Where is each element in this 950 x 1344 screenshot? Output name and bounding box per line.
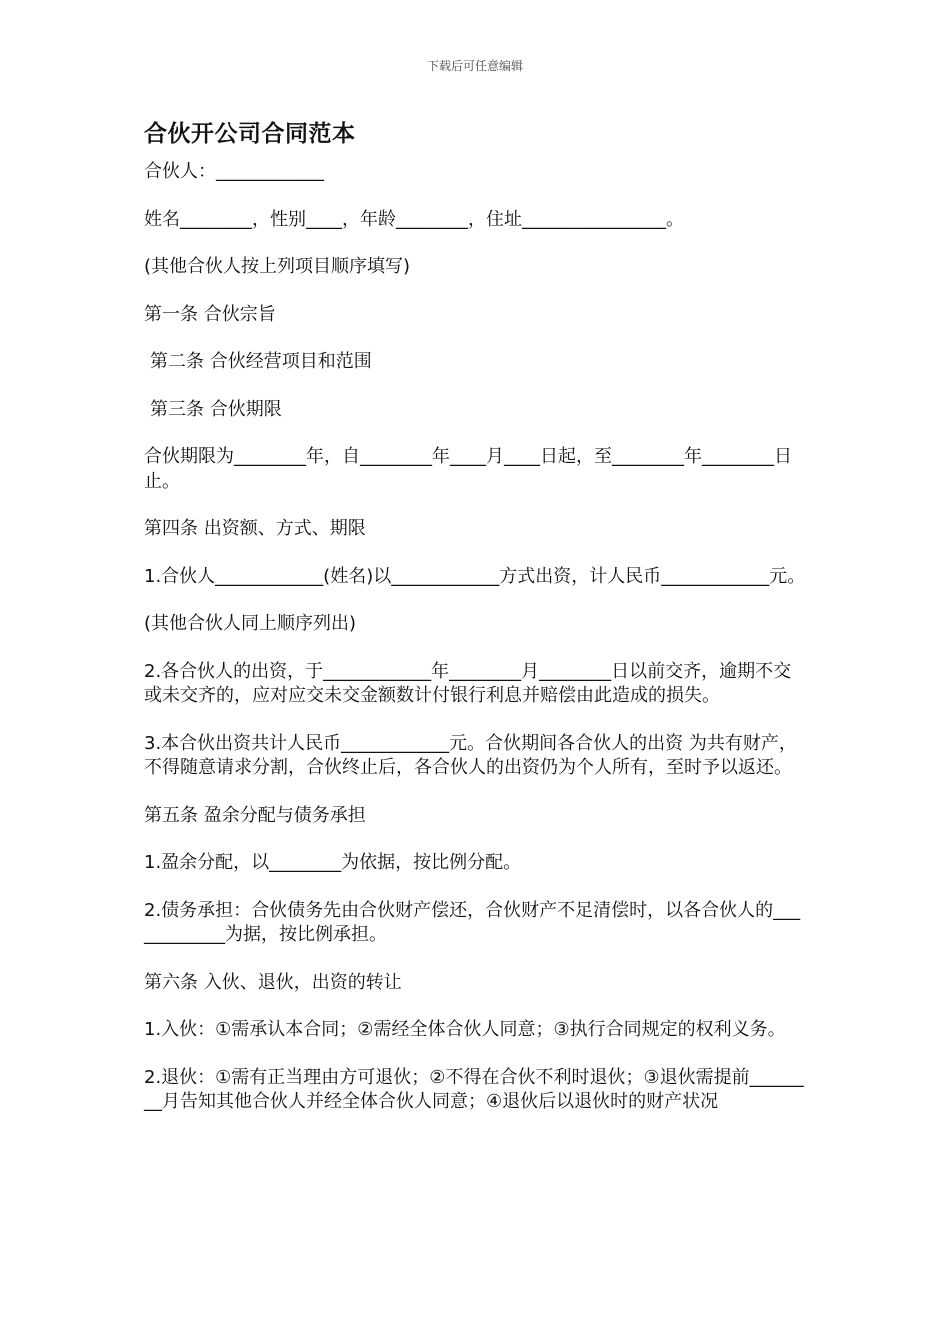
contribution-clause-2: 2.各合伙人的出资，于____________年________月________日以前交齐，逾期不交或未交齐的，应对应交未交金额数计付银行利息并赔偿由此造成的损失。 [144,660,792,706]
admission-clause-1: 1.入伙：①需承认本合同；②需经全体合伙人同意；③执行合同规定的权利义务。 [144,1019,786,1040]
document-body [144,118,806,1138]
withdrawal-clause-2: 2.退伙：①需有正当理由方可退伙；②不得在合伙不利时退伙；③退伙需提前________月告知其他合伙人并经全体合伙人同意；④退伙后以退伙时的财产状况 [144,1066,804,1112]
partner-line: 合伙人：____________ [144,161,324,182]
article-5-heading: 第五条 盈余分配与债务承担 [144,804,366,826]
article-1-heading: 第一条 合伙宗旨 [144,303,276,325]
contribution-clause-1: 1.合伙人____________(姓名)以____________方式出资，计人民币____________元。 [144,565,806,587]
article-6-heading: 第六条 入伙、退伙，出资的转让 [144,971,402,993]
partner-note: (其他合伙人按上列项目顺序填写) [144,256,411,277]
term-clause: 合伙期限为________年，自________年____月____日起，至________年________日止。 [144,446,792,492]
contribution-note: (其他合伙人同上顺序列出) [144,613,357,634]
profit-clause-1: 1.盈余分配，以________为依据，按比例分配。 [144,852,522,873]
article-3-heading: 第三条 合伙期限 [150,398,282,420]
contribution-clause-3: 3.本合伙出资共计人民币____________元。合伙期间各合伙人的出资 为共有财产，不得随意请求分割，合伙终止后，各合伙人的出资仍为个人所有，至时予以返还。 [144,732,797,778]
article-4-heading: 第四条 出资额、方式、期限 [144,518,366,539]
debt-clause-2: 2.债务承担：合伙债务先由合伙财产偿还，合伙财产不足清偿时，以各合伙人的____________为据，按比例承担。 [144,899,801,945]
document-title: 合伙开公司合同范本 [144,121,356,147]
article-2-heading: 第二条 合伙经营项目和范围 [150,351,372,372]
header-note: 下载后可任意编辑 [426,59,523,73]
partner-info-line: 姓名________，性别____，年龄________，住址________________。 [144,208,684,230]
